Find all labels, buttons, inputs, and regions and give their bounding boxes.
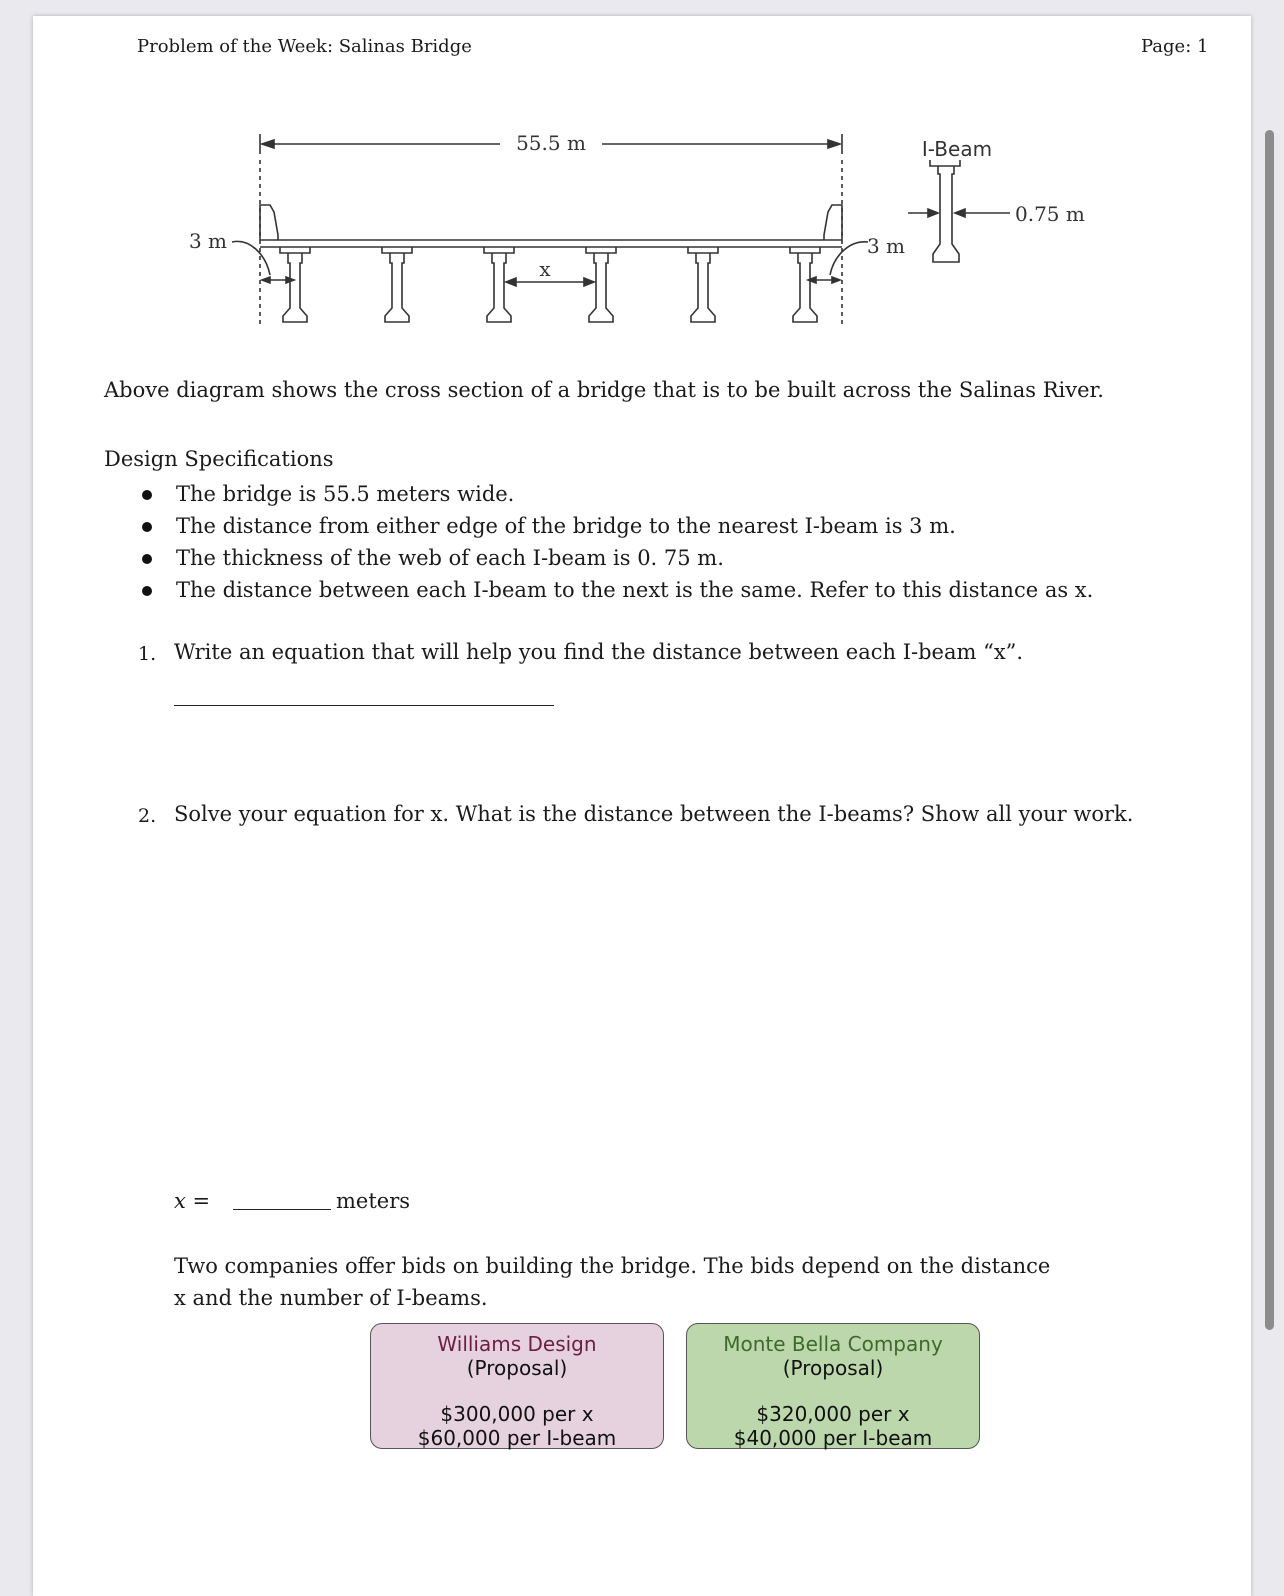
intro-text: Above diagram shows the cross section of a bridge that is to be built across the Salinas River. [104, 378, 1104, 402]
bid-cost-per-x: $320,000 per x [756, 1402, 910, 1426]
bids-intro-line-1: Two companies offer bids on building the bridge. The bids depend on the distance [174, 1254, 1051, 1278]
spec-item: The bridge is 55.5 meters wide. [140, 478, 1093, 510]
left-edge-label: 3 m [188, 229, 228, 253]
bid-company-name: Williams Design [437, 1332, 597, 1356]
bids-intro-line-2: x and the number of I-beams. [174, 1286, 488, 1310]
bid-cost-per-ibeam: $40,000 per I-beam [733, 1426, 933, 1450]
bid-card-monte-bella [686, 1323, 980, 1449]
bid-subtitle: (Proposal) [782, 1356, 884, 1380]
specs-heading: Design Specifications [104, 447, 334, 471]
right-parapet [824, 205, 842, 240]
bid-cost-per-x: $300,000 per x [440, 1402, 594, 1426]
page-number: Page: 1 [1141, 36, 1209, 57]
arrow-right [828, 140, 840, 148]
header-title: Problem of the Week: Salinas Bridge [137, 36, 472, 57]
bid-cost-per-ibeam: $60,000 per I-beam [417, 1426, 617, 1450]
spec-item: The distance between each I-beam to the next is the same. Refer to this distance as x. [140, 574, 1093, 606]
right-edge-label: 3 m [866, 234, 906, 258]
width-label: 55.5 m [516, 131, 586, 155]
bid-company-name: Monte Bella Company [723, 1332, 943, 1356]
answer-unit: meters [336, 1189, 411, 1213]
bid-subtitle: (Proposal) [466, 1356, 568, 1380]
question-1-number: 1. [138, 643, 157, 665]
arrow-left [262, 140, 274, 148]
bridge-diagram [170, 120, 1120, 350]
answer-variable: x = [174, 1189, 211, 1213]
web-label: 0.75 m [1015, 202, 1085, 226]
spec-item: The thickness of the web of each I-beam is 0. 75 m. [140, 542, 1093, 574]
spacing-label: x [539, 257, 551, 281]
spec-item: The distance from either edge of the bridge to the nearest I-beam is 3 m. [140, 510, 1093, 542]
question-2-text: Solve your equation for x. What is the distance between the I-beams? Show all your work. [174, 802, 1134, 826]
left-parapet [260, 205, 278, 240]
x-answer-line[interactable] [233, 1209, 331, 1210]
scrollbar[interactable] [1265, 130, 1274, 1330]
question-1-text: Write an equation that will help you find the distance between each I-beam “x”. [174, 640, 1024, 664]
specs-list [140, 478, 1093, 606]
ibeam-title: I-Beam [921, 137, 993, 161]
question-2-number: 2. [138, 805, 157, 827]
bid-card-williams [370, 1323, 664, 1449]
equation-answer-line[interactable] [174, 705, 554, 706]
